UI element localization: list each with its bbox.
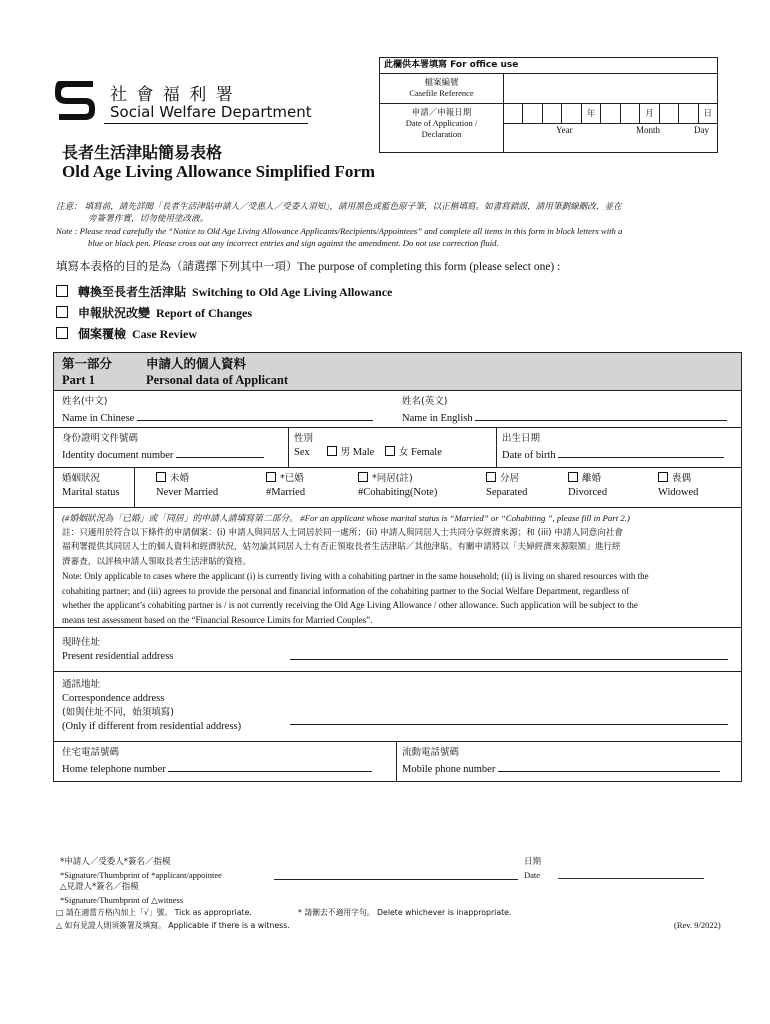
month-en-label: Month [636,125,661,135]
present-address-field[interactable] [290,659,728,660]
marital-never-married[interactable]: 未婚 Never Married [156,473,219,498]
month-zh-label: 月 [640,104,659,123]
checkbox-icon[interactable] [486,472,496,482]
casefile-field[interactable] [504,74,717,103]
year-en-label: Year [556,125,573,135]
identity-document-field[interactable]: 身份證明文件號碼 Identity document number [62,432,264,463]
day-en-label: Day [694,125,709,135]
swd-logo [53,76,99,129]
correspondence-address-field[interactable] [290,724,728,725]
checkbox-icon[interactable] [56,285,68,297]
signature-labels [60,856,222,906]
date-of-birth-field[interactable]: 出生日期 Date of birth [502,432,724,463]
form-title-en: Old Age Living Allowance Simplified Form [62,162,376,181]
year-zh-label: 年 [582,104,601,123]
checkbox-icon[interactable] [385,446,395,456]
delete-instruction: * 請刪去不適用字句。 Delete whichever is inappropriate. [298,908,512,917]
home-telephone-field[interactable]: 住宅電話號碼 Home telephone number [62,746,372,777]
purpose-prompt: 填寫本表格的目的是為（請選擇下列其中一項）The purpose of completing this form (please select one) : [56,261,561,273]
date-label: 日期 Date [524,857,542,880]
marital-married[interactable]: *已婚 #Married [266,473,306,498]
marital-status-row [54,468,741,508]
dept-underline [104,123,308,124]
present-address-row [54,628,741,672]
purpose-option-review[interactable]: 個案覆檢 Case Review [56,325,197,342]
day-zh-label: 日 [703,108,713,118]
office-use-heading: 此欄供本署填寫 For office use [380,58,717,74]
marital-cohabiting[interactable]: *同居(註) #Cohabiting(Note) [358,473,438,498]
checkbox-icon[interactable] [56,306,68,318]
note-zh-line1: 注意： 填寫前，請先詳閱「長者生活津貼申請人／受惠人／受委人須知」，請用黑色或藍色原子筆，以正楷填寫。如書寫錯誤，請用筆劃線刪改，並在 [56,202,622,212]
marital-divorced[interactable]: 離婚 Divorced [568,473,608,498]
revision-number: (Rev. 9/2022) [674,920,721,930]
signature-label-zh: *申請人／受委人*簽名／指模 [60,857,171,867]
note-en-line1: Note : Please read carefully the “Notice to Old Age Living Allowance Applicants/Recipients/Appointees” and complete all items in this form in block letters with a [56,226,623,236]
name-english-field[interactable]: 姓名(英文) Name in English [402,395,727,426]
sex-male-option[interactable]: 男 Male [327,447,375,458]
name-chinese-field[interactable]: 姓名(中文) Name in Chinese [62,395,373,426]
applicant-signature-field[interactable] [274,879,518,880]
marital-status-label: 婚姻狀況 Marital status [62,473,120,498]
witness-instruction: △ 如有見證人則須簽署及填寫。 Applicable if there is a witness. [56,921,290,930]
sex-female-option[interactable]: 女 Female [385,447,442,458]
casefile-label: 檔案編號 Casefile Reference [380,74,504,103]
note-zh-line2: 旁簽署作實，切勿使用塗改液。 [88,214,209,224]
swd-logo-icon [53,76,99,124]
marital-separated[interactable]: 分居 Separated [486,473,528,498]
dept-name-en: Social Welfare Department [110,103,312,121]
marital-widowed[interactable]: 喪偶 Widowed [658,473,699,498]
cohabitation-note: (#婚姻狀況為「已婚」或「同居」的申請人請填寫第二部分。 #For an applicant whose marital status is “Married” or “Cohabiting ”, please fill in Part 2.) 註：只適用於符合以下條件的申請個案：(i) 申請人與同居人士同居於同一處所；(ii) 申請人與同居人士共同分享經濟來源；和 (iii) 申請人同意向社會 福利署提供其同居人士的個人資料和經濟狀況，姑勿論其同居人士有否正領取長者生活津貼／其他津貼。有關申請將以「夫婦經濟來源限額」進行經 濟審查，以評核申請人領取長者生活津貼的資格。 Note: Only applicable to cases where the applicant (i) is currently living with a cohabiting partner in the same household; (ii) is living on shared resources with the cohabiting partner; and (iii) agrees to provide the personal and financial information of the cohabiting partner to the Social Welfare Department, regardless of whether the applicant’s cohabiting partner is / is not currently receiving the Old Age Living Allowance / other allowance. Such application will be subject to the means test assessment based on the “Financial Resource Limits for Married Couples”. [54,508,741,628]
sex-field: 性別 Sex 男 Male 女 Female [294,433,442,458]
checkbox-icon[interactable] [568,472,578,482]
checkbox-icon[interactable] [156,472,166,482]
part1-header: 第一部分 申請人的個人資料 Part 1 Personal data of Applicant [54,353,741,391]
checkbox-icon[interactable] [327,446,337,456]
application-date-label: 申請／申報日期 Date of Application / Declaration [380,104,504,152]
part1-section [53,352,742,782]
application-date-field[interactable] [504,104,717,152]
witness-label-zh: △見證人*簽名／指模 [60,882,139,892]
present-address-label: 現時住址 Present residential address [62,637,174,662]
correspondence-address-label: 通訊地址 Correspondence address (如與住址不同，始須填寫) (Only if different from residential address) [62,679,242,732]
note-en-line2: blue or black pen. Please cross out any incorrect entries and sign against the amendment. Do not use correction fluid. [88,238,499,248]
purpose-option-changes[interactable]: 申報狀況改變 Report of Changes [56,304,252,321]
form-title-zh: 長者生活津貼簡易表格 [62,143,223,162]
identity-row [54,428,741,468]
purpose-option-switch[interactable]: 轉換至長者生活津貼 Switching to Old Age Living Allowance [56,283,392,300]
signature-label-en: *Signature/Thumbprint of *applicant/appointee [60,869,222,880]
checkbox-icon[interactable] [266,472,276,482]
phone-row [54,742,741,782]
checkbox-icon[interactable] [358,472,368,482]
office-use-box [379,57,718,153]
tick-instruction: □ 請在適當方格內加上「√」號。 Tick as appropriate. [56,908,252,917]
name-row [54,391,741,428]
mobile-phone-field[interactable]: 流動電話號碼 Mobile phone number [402,746,720,777]
dept-name-zh: 社 會 福 利 署 [110,85,235,105]
signature-date-field[interactable] [558,878,704,879]
checkbox-icon[interactable] [658,472,668,482]
witness-label-en: *Signature/Thumbprint of △witness [60,894,184,905]
correspondence-address-row [54,672,741,742]
checkbox-icon[interactable] [56,327,68,339]
